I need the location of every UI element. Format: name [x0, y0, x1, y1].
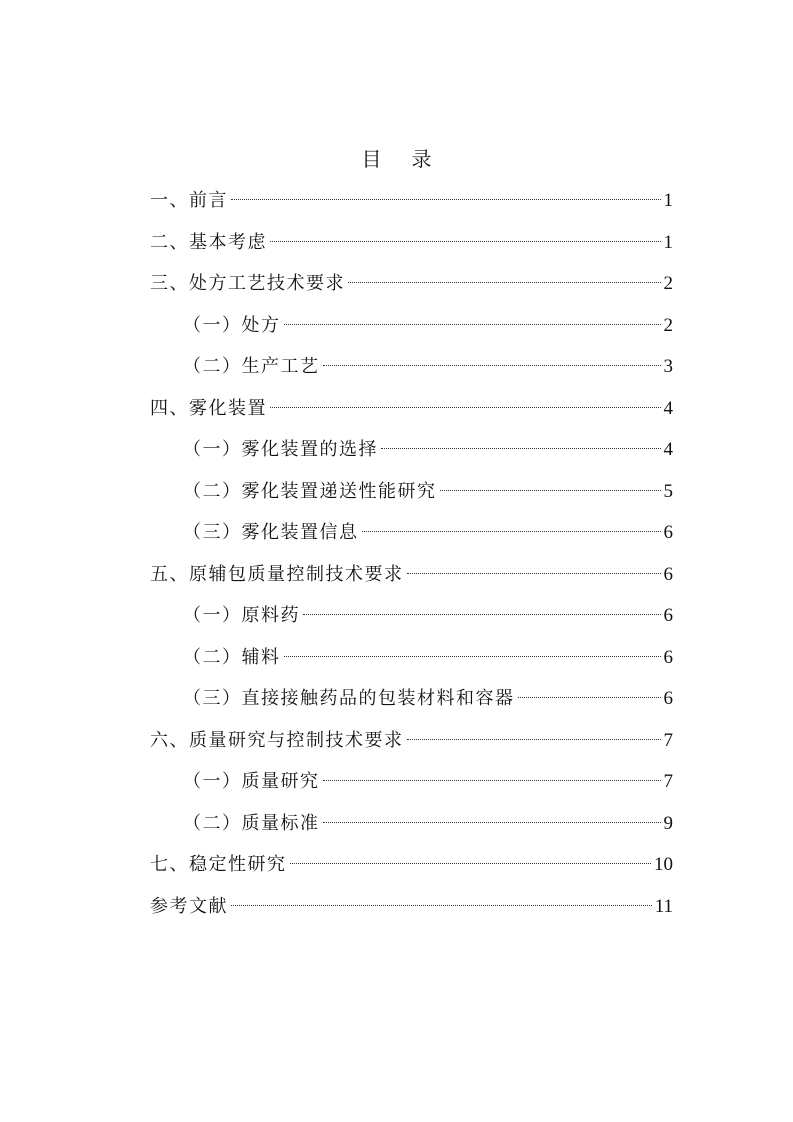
- toc-entry-page: 9: [663, 812, 673, 834]
- toc-entry-page: 7: [663, 729, 673, 751]
- toc-entry-page: 6: [663, 522, 673, 543]
- toc-leader-dots: [284, 324, 661, 325]
- toc-entry[interactable]: [150, 228, 673, 270]
- toc-entry-label: 四、雾化装置: [150, 397, 267, 419]
- toc-entry[interactable]: [150, 726, 673, 768]
- table-of-contents: [150, 186, 673, 933]
- toc-entry-label: （一）原料药: [183, 605, 300, 626]
- toc-entry-page: 6: [663, 563, 673, 585]
- toc-entry-label: （二）雾化装置递送性能研究: [183, 480, 437, 502]
- toc-entry-page: 1: [663, 231, 673, 253]
- toc-entry[interactable]: [150, 892, 673, 934]
- toc-entry-label: （三）直接接触药品的包装材料和容器: [183, 688, 515, 709]
- toc-leader-dots: [381, 448, 661, 449]
- toc-entry[interactable]: [150, 767, 673, 809]
- toc-entry-label: 五、原辅包质量控制技术要求: [150, 563, 404, 585]
- toc-entry-page: 6: [663, 605, 673, 626]
- toc-entry-page: 5: [663, 480, 673, 502]
- toc-leader-dots: [518, 697, 661, 698]
- toc-leader-dots: [348, 282, 661, 283]
- toc-entry-label: （三）雾化装置信息: [183, 522, 359, 543]
- toc-entry-page: 4: [663, 439, 673, 460]
- toc-leader-dots: [231, 199, 661, 200]
- toc-entry-page: 2: [663, 273, 673, 294]
- toc-leader-dots: [323, 780, 661, 781]
- toc-entry-label: （一）质量研究: [183, 771, 320, 792]
- toc-title-left: 目: [361, 147, 382, 171]
- toc-entry[interactable]: [150, 684, 673, 726]
- toc-entry[interactable]: [150, 269, 673, 311]
- toc-entry-page: 2: [663, 314, 673, 336]
- toc-leader-dots: [407, 573, 661, 574]
- toc-leader-dots: [323, 365, 661, 366]
- toc-entry-label: （一）雾化装置的选择: [183, 439, 378, 460]
- toc-entry-page: 3: [663, 356, 673, 377]
- toc-entry-label: 参考文献: [150, 895, 228, 917]
- toc-leader-dots: [270, 241, 661, 242]
- toc-title-right: 录: [411, 147, 432, 171]
- toc-leader-dots: [440, 490, 661, 491]
- toc-entry[interactable]: [150, 435, 673, 477]
- toc-leader-dots: [231, 905, 652, 906]
- toc-leader-dots: [284, 656, 661, 657]
- toc-entry[interactable]: [150, 352, 673, 394]
- toc-leader-dots: [270, 407, 661, 408]
- toc-leader-dots: [303, 614, 661, 615]
- toc-entry-label: 三、处方工艺技术要求: [150, 273, 345, 294]
- toc-entry[interactable]: [150, 601, 673, 643]
- toc-entry[interactable]: [150, 394, 673, 436]
- toc-entry-page: 10: [654, 854, 673, 875]
- toc-entry-label: （二）生产工艺: [183, 356, 320, 377]
- toc-entry-page: 6: [663, 688, 673, 709]
- toc-entry[interactable]: [150, 311, 673, 353]
- toc-entry-label: 二、基本考虑: [150, 231, 267, 253]
- toc-entry-page: 1: [663, 190, 673, 211]
- toc-entry-label: 一、前言: [150, 190, 228, 211]
- toc-entry[interactable]: [150, 186, 673, 228]
- toc-entry-page: 11: [654, 895, 673, 917]
- toc-entry-page: 4: [663, 397, 673, 419]
- toc-entry[interactable]: [150, 850, 673, 892]
- toc-leader-dots: [407, 739, 661, 740]
- toc-entry[interactable]: [150, 560, 673, 602]
- toc-entry-label: 七、稳定性研究: [150, 854, 287, 875]
- toc-title: [0, 144, 793, 174]
- toc-entry[interactable]: [150, 643, 673, 685]
- toc-entry-page: 7: [663, 771, 673, 792]
- toc-leader-dots: [362, 531, 661, 532]
- toc-entry-label: （二）质量标准: [183, 812, 320, 834]
- toc-leader-dots: [323, 822, 661, 823]
- toc-entry[interactable]: [150, 477, 673, 519]
- toc-entry-label: （二）辅料: [183, 646, 281, 668]
- toc-entry-page: 6: [663, 646, 673, 668]
- toc-entry-label: （一）处方: [183, 314, 281, 336]
- toc-entry-label: 六、质量研究与控制技术要求: [150, 729, 404, 751]
- toc-leader-dots: [290, 863, 652, 864]
- toc-entry[interactable]: [150, 809, 673, 851]
- toc-entry[interactable]: [150, 518, 673, 560]
